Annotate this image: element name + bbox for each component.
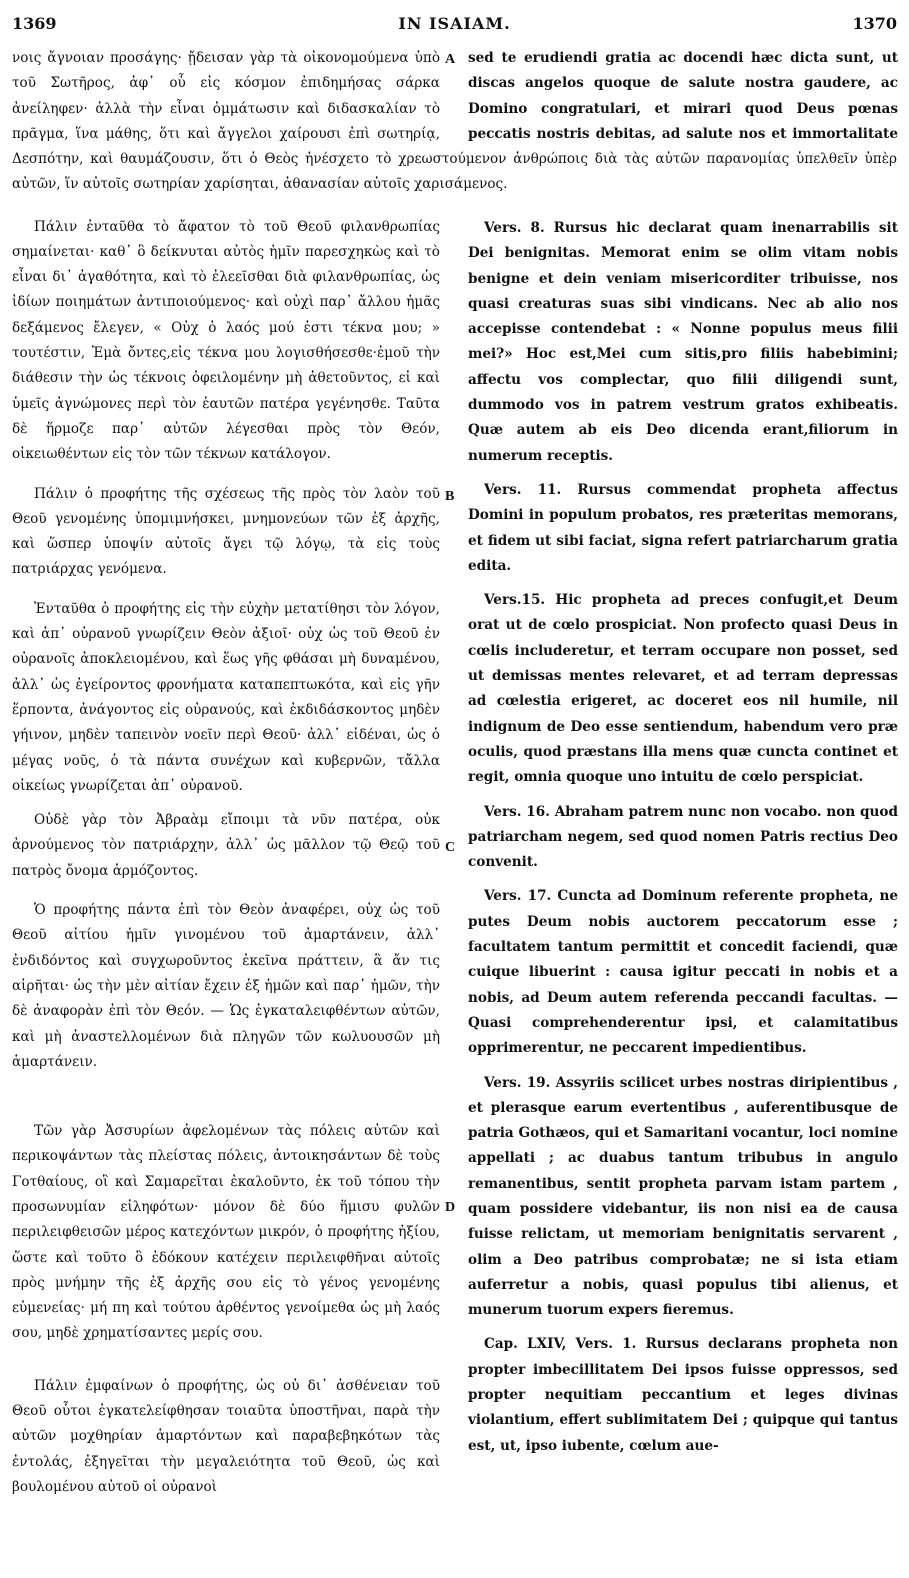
greek-paragraph: Ἐνταῦθα ὁ προφήτης εἰς τὴν εὐχὴν μετατίθησι τὸν λόγον, καὶ ἀπ᾽ οὐρανοῦ γνωρίζειν Θεὸν ἀξιοῖ· οὐχ ὡς τοῦ Θεοῦ ἐν οὐρανοῖς ἀποκλειομένου, καὶ ἕως γῆς φθάσαι μὴ δυναμένου, ἀλλ᾽ ὡς ἐγείροντος φρονήματα καταπεπτωκότα, καὶ εἰς γῆν ἕρποντα, ἀνάγοντος εἰς οὐρανούς, καὶ ἐκδιδάσκοντος μηδὲν γήινον, μηδὲν ταπεινὸν νοεῖν περὶ Θεοῦ· ἀλλ᾽ εἰδέναι, ὡς ὁ μέγας νοῦς, ὁ τὰ πάντα συνέχων καὶ κυβερνῶν, τἄλλα οἰκείως γνωρίζεται ἀπ᾽ οὐρανοῦ. [12,600,440,794]
page-number-right: 1370 [852,14,897,33]
running-title: IN ISAIAM. [398,14,511,33]
greek-paragraph: Ὁ προφήτης πάντα ἐπὶ τὸν Θεὸν ἀναφέρει, οὐχ ὡς τοῦ Θεοῦ αἰτίου ἡμῖν γινομένου τοῦ ἁμαρτάνειν, ἀλλ᾽ ἐνδιδόντος καὶ συγχωροῦντος ἐκεῖνα πράττειν, ἃ ἄν τις αἱρῆται· ὡς τὴν μὲν αἰτίαν ἔχειν ἐξ ἡμῶν καὶ παρ᾽ ἡμῶν, τὴν δὲ ἀναφορὰν ἐπὶ τὸν Θεόν. — Ὡς ἐγκαταλειφθέντων αὐτῶν, καὶ μὴ ἀναστελλομένων διὰ πληγῶν τῶν κωλυουσῶν μὴ ἁμαρτάνειν. [12,902,440,1070]
greek-paragraph: Οὐδὲ γὰρ τὸν Ἀβραὰμ εἴποιμι τὰ νῦν πατέρα, οὐκ ἀρνούμενος τὸν πατριάρχην, ἀλλ᾽ ὡς μᾶλλον τῷ Θεῷ τοῦ πατρὸς ὄνομα ἁρμόζοντος. [12,812,440,879]
greek-paragraph-spanning: Δεσπότην, καὶ θαυμάζουσιν, ὅτι ὁ Θεὸς ἠνέσχετο τὸ χρεωστούμενον ἀνθρώποις διὰ τὰς αὐτῶν παρανομίας ὑπελθεῖν ὑπὲρ αὐτῶν, ἵν αὐτοῖς σωτηρίαν χαρίσηται, ἀθανασίαν αὐτοῖς χαρισάμενος. [12,151,897,193]
latin-paragraph: Vers. 16. Abraham patrem nunc non vocabo. non quod patriarcham negem, sed quod nomen Patris rectius Deo convenit. [468,803,898,871]
greek-paragraph: Πάλιν ἐνταῦθα τὸ ἄφατον τὸ τοῦ Θεοῦ φιλανθρωπίας σημαίνεται· καθ᾽ ὃ δείκνυται αὐτὸς ἡμῖν παρεσχηκὼς καὶ τὸ εἶναι δι᾽ ἀγαθότητα, καὶ τὸ ἐλεεῖσθαι διὰ φιλανθρωπίας, ὡς ἰδίων ποιημάτων ἀντιποιούμενος· καὶ οὐχὶ παρ᾽ ἄλλου ἡμᾶς δεξάμενος ἔλεγεν, « Οὐχ ὁ λαός μού ἐστι τέκνα μου; » τουτέστιν, Ἐμὰ ὄντες,εἰς τέκνα μου λογισθήσεσθε·ἐμοῦ τὴν διάθεσιν τὴν ὡς τέκνοις ὀφειλομένην μὴ ἀθετοῦντος, εἰ καὶ ὑμεῖς ἀγνώμονες περὶ τὸν ἑαυτῶν πατέρα γεγένησθε. Ταῦτα δὲ ἥρμοζε παρ᾽ αὐτῶν λέγεσθαι πρὸς τὸν Θεόν, οἰκειωθέντων εἰς τὸν τῶν τέκνων κατάλογον. [12,218,440,463]
latin-paragraph: Vers. 19. Assyriis scilicet urbes nostras diripientibus , et plerasque earum evertentibus , auferentibusque de patria Gothæos, qui et Samaritani vocantur, loci nomine appellati ; ac duabus tantum tribubus in angulo remanentibus, sentit propheta parvam istam partem , quam possidere videbantur, iis non nisi ea de causa fuisse relictam, ut memoriam benignitatis servarent , olim a Deo patribus comprobatæ; ne si ista etiam auferretur a nobis, quasi populus tibi alienus, et munerum tuorum expers fieremus. [468,1074,898,1319]
greek-paragraph: Πάλιν ἐμφαίνων ὁ προφήτης, ὡς οὐ δι᾽ ἀσθένειαν τοῦ Θεοῦ οὗτοι ἐγκατελείφθησαν τοιαῦτα ὑποστῆναι, παρὰ τὴν αὐτῶν μοχθηρίαν ἁμαρτόντων καὶ παραβεβηκότων τὰς ἐντολάς, ἐξηγεῖται τὴν μεγαλειότητα τοῦ Θεοῦ, ὡς καὶ βουλομένου αὐτοῦ οἱ οὐρανοὶ [12,1377,440,1495]
latin-paragraph: Cap. LXIV, Vers. 1. Rursus declarans propheta non propter imbecillitatem Dei ipsos fuisse oppressos, sed propter nequitiam peccantium et leges divinas violantium, effert sublimitatem Dei ; quipque qui tantus est, ut, ipso iubente, cœlum aue- [468,1336,898,1454]
greek-paragraph: Πάλιν ὁ προφήτης τῆς σχέσεως τῆς πρὸς τὸν λαὸν τοῦ Θεοῦ γενομένης ὑπομιμνήσκει, μνημονεύων τῶν ἐξ ἀρχῆς, καὶ ὥσπερ ὑποψίν αὐτοῖς ἄγει τῷ λόγῳ, τὰ εἰς τοὺς πατριάρχας γενόμενα. [12,485,440,578]
latin-paragraph: Vers.15. Hic propheta ad preces confugit,et Deum orat ut de cœlo prospiciat. Non profecto quasi Deus in cœlis includeretur, et terram occupare non posset, sed ut demissas mentes relevaret, et ad terram depressas ad cœlestia erigeret, ac doceret eos nil humile, nil indignum de Deo esse sentiendum, habendum vero præ oculis, quod præstans illa mens quæ cuncta continet et regit, omnia quoque uno intuitu de cœlo perspiciat. [468,592,898,786]
latin-paragraph: sed te erudiendi gratia ac docendi hæc dicta sunt, ut discas angelos quoque de salute nostra gaudere, ac Domino congratulari, et mirari quod Deus pœnas peccatis nostris debitas, ad salute nos et immortalitate [468,50,898,142]
page-header [0,14,909,38]
margin-marker-b: B [445,489,455,504]
margin-marker-a: A [445,52,456,67]
page-number-left: 1369 [12,14,57,33]
margin-marker-d: D [445,1200,456,1215]
latin-paragraph: Vers. 8. Rursus hic declarat quam inenarrabilis sit Dei benignitas. Memorat enim se olim vitam nobis benigne et dein veniam misericorditer tribuisse, nos quasi creaturas suas sibi vindicans. Nec ab alio nos accepisse contendebat : « Nonne populus meus filii mei?» Hoc est,Mei cum sitis,pro filiis habebimini; affectu vos complectar, quo filii diligendi sunt, dummodo vos in patrem vestrum gratos exhibeatis. Quæ autem ab eis Deo dicenda erant,filiorum in numerum receptis. [468,220,898,464]
latin-paragraph: Vers. 17. Cuncta ad Dominum referente propheta, ne putes Deum nobis auctorem peccatorum esse ; facultatem tantum permittit et concedit faciendi, quæ cuique libuerint : causa igitur peccati in nobis et a nobis, ad Deum autem referenda peccandi facultas. — Quasi comprehenderentur ipsi, et calamitatibus opprimerentur, ne peccarent impedientibus. [468,888,898,1057]
margin-marker-c: C [445,840,456,855]
greek-paragraph: νοις ἄγνοιαν προσάγης· ᾔδεισαν γὰρ τὰ οἰκονομούμενα ὑπὸ τοῦ Σωτῆρος, ἀφ᾽ οὗ εἰς κόσμον ἐπιδημήσας σάρκα ἀνείληφεν· ἀλλὰ τὴν εἶναι ὀμμάτωσιν καὶ διδασκαλίαν τὸ πρᾶγμα, ἵνα μάθης, ὅτι καὶ ἄγγελοι χαίρουσι ἐπὶ σωτηρίᾳ, [12,50,440,142]
greek-paragraph: Τῶν γὰρ Ἀσσυρίων ἀφελομένων τὰς πόλεις αὐτῶν καὶ περικοψάντων τὰς πλείστας πόλεις, ἀντοικησάντων δὲ τοὺς Γοτθαίους, οἳ καὶ Σαμαρεῖται ἐκαλοῦντο, ἐκ τοῦ τόπου τὴν προσωνυμίαν εἰληφότων· μόνον δὲ δύο ἥμισυ φυλῶν περιλειφθεισῶν μέρος κατεχόντων μικρόν, ὁ προφήτης ἠξίου, ὥστε καὶ τοῦτο ὃ ἐδόκουν κατέχειν περιλειφθῆναι αὐτοῖς πρὸς μνήμην τῆς ἐξ ἀρχῆς σου εἰς τὸ γένος γενομένης εὐμενείας· μή πη καὶ τούτου ἀρθέντος γενοίμεθα ὡς μὴ λαός σου, μηδὲ χρηματίσαντες μερίς σου. [12,1123,440,1342]
latin-paragraph: Vers. 11. Rursus commendat propheta affectus Domini in populum probatos, res præteritas memorans, et fidem ut sibi faciat, signa refert patriarcharum gratia edita. [468,481,898,574]
latin-column [468,46,898,1459]
